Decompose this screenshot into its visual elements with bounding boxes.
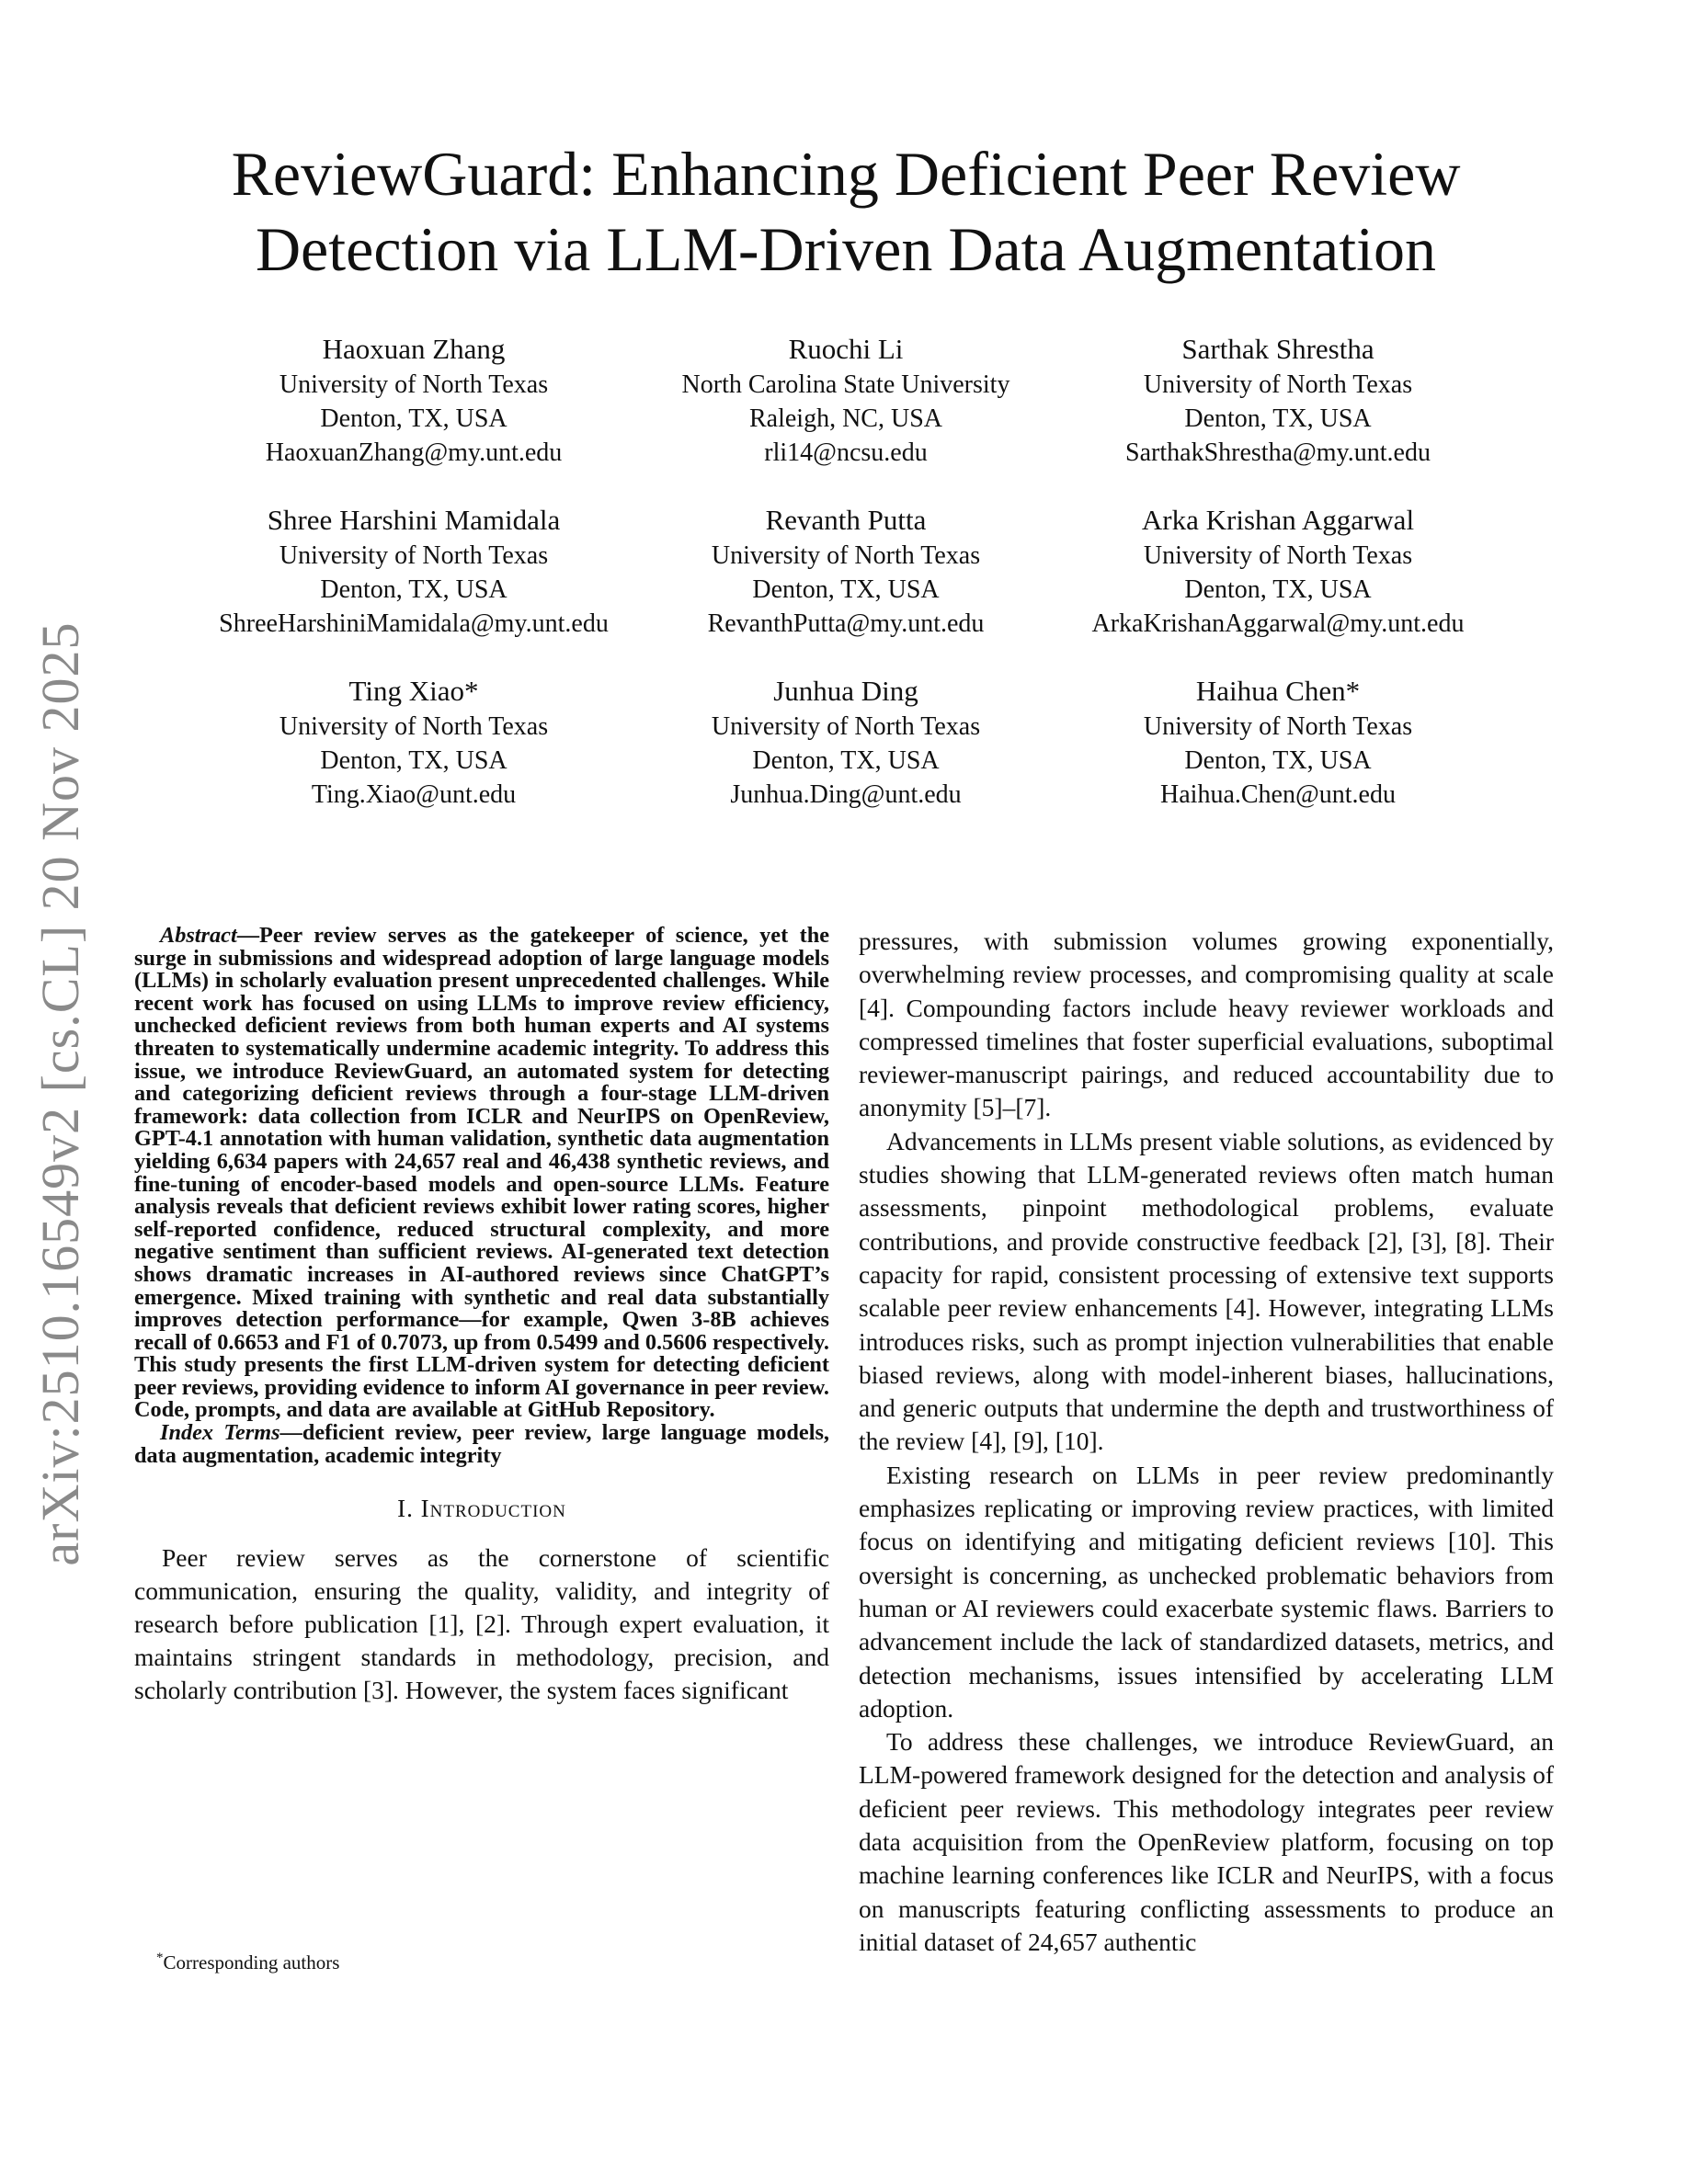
author-email: Junhua.Ding@unt.edu	[730, 780, 962, 809]
paragraph: Peer review serves as the cornerstone of scientific communication, ensuring the quality, validity, and integrity of research before publication [1], [2]. Through expert evaluation, it maintains stringent standards in methodology, precision, and scholarly contribution [3]. However, the system faces significant	[134, 1543, 829, 1705]
right-column	[859, 925, 1554, 1959]
author-affiliation: University of North Texas	[279, 712, 549, 741]
index-terms	[134, 1422, 829, 1467]
author-name: Sarthak Shrestha	[1181, 333, 1374, 365]
author-affiliation: North Carolina State University	[681, 370, 1010, 399]
abstract	[134, 925, 829, 1422]
author-email: RevanthPutta@my.unt.edu	[707, 609, 985, 638]
author-location: Denton, TX, USA	[1184, 746, 1372, 775]
author-location: Denton, TX, USA	[320, 575, 508, 604]
abstract-text: —Peer review serves as the gatekeeper of science, yet the surge in submissions and widespread adoption of large language models (LLMs) in scholarly evaluation present unprecedented challenges. While recent work has focused on using LLMs to improve review efficiency, unchecked deficient reviews from both human experts and AI systems threaten to systematically undermine academic integrity. To address this issue, we introduce ReviewGuard, an automated system for detecting and categorizing deficient reviews through a four-stage LLM-driven framework: data collection from ICLR and NeurIPS on OpenReview, GPT-4.1 annotation with human validation, synthetic data augmentation yielding 6,634 papers with 24,657 real and 46,438 synthetic reviews, and fine-tuning of encoder-based models and open-source LLMs. Feature analysis reveals that deficient reviews exhibit lower rating scores, higher self-reported confidence, reduced structural complexity, and more negative sentiment than sufficient reviews. AI-generated text detection shows dramatic increases in AI-authored reviews since ChatGPT’s emergence. Mixed training with synthetic and real data substantially improves detection performance—for example, Qwen 3-8B achieves recall of 0.6653 and F1 of 0.7073, up from 0.5499 and 0.5606 respectively. This study presents the first LLM-driven system for detecting deficient peer reviews, providing evidence to inform AI governance in peer review. Code, prompts, and data are available at GitHub Repository.	[134, 923, 829, 1423]
footnote	[156, 1951, 800, 1974]
author-name: Haoxuan Zhang	[322, 333, 506, 365]
author-email: HaoxuanZhang@my.unt.edu	[265, 438, 563, 467]
paragraph: Existing research on LLMs in peer review predominantly emphasizes replicating or improving review practices, with limited focus on identifying and mitigating deficient reviews [10]. This oversight is concerning, as unchecked problematic behaviors from human or AI reviewers could exacerbate systemic flaws. Barriers to advancement include the lack of standardized datasets, metrics, and detection mechanisms, issues intensified by accelerating LLM adoption.	[859, 1460, 1554, 1723]
author-affiliation: University of North Texas	[711, 541, 981, 570]
author-name: Junhua Ding	[773, 675, 918, 707]
author-name: Revanth Putta	[765, 504, 927, 536]
index-terms-text: —deficient review, peer review, large language models, data augmentation, academic integrity	[134, 1420, 829, 1468]
author-block	[1021, 331, 1535, 470]
section-title: Introduction	[420, 1495, 566, 1523]
index-terms-label: Index Terms	[160, 1420, 280, 1446]
author-affiliation: University of North Texas	[1143, 541, 1413, 570]
author-affiliation: University of North Texas	[711, 712, 981, 741]
author-name: Haihua Chen*	[1195, 675, 1361, 707]
left-column	[134, 925, 829, 1707]
author-email: Haihua.Chen@unt.edu	[1160, 780, 1396, 809]
author-name: Ting Xiao*	[348, 675, 479, 707]
author-location: Denton, TX, USA	[1184, 404, 1372, 433]
author-location: Denton, TX, USA	[752, 575, 940, 604]
arxiv-stamp: arXiv:2510.16549v2 [cs.CL] 20 Nov 2025	[30, 621, 90, 1566]
author-block	[1021, 502, 1535, 641]
author-affiliation: University of North Texas	[279, 370, 549, 399]
paper-title: ReviewGuard: Enhancing Deficient Peer Review Detection via LLM-Driven Data Augmentation	[231, 139, 1461, 284]
footnote-mark: *	[156, 1951, 164, 1965]
paragraph: Advancements in LLMs present viable solutions, as evidenced by studies showing that LLM-generated reviews often match human assessments, pinpoint methodological problems, evaluate contributions, and provide constructive feedback [2], [3], [8]. Their capacity for rapid, consistent processing of extensive text supports scalable peer review enhancements [4]. However, integrating LLMs introduces risks, such as prompt injection vulnerabilities that enable biased reviews, along with model-inherent biases, hallucinations, and generic outputs that undermine the depth and trustworthiness of the review [4], [9], [10].	[859, 1126, 1554, 1456]
author-location: Denton, TX, USA	[320, 404, 508, 433]
author-location: Denton, TX, USA	[752, 746, 940, 775]
author-location: Denton, TX, USA	[1184, 575, 1372, 604]
author-affiliation: University of North Texas	[279, 541, 549, 570]
footnote-text: Corresponding authors	[163, 1951, 340, 1974]
author-location: Denton, TX, USA	[320, 746, 508, 775]
section-number: I.	[397, 1495, 414, 1523]
paragraph: pressures, with submission volumes growing exponentially, overwhelming review processes, and compromising quality at scale [4]. Compounding factors include heavy reviewer workloads and compressed timelines that foster superficial evaluations, suboptimal reviewer-manuscript pairings, and reduced accountability due to anonymity [5]–[7].	[859, 927, 1554, 1122]
author-email: Ting.Xiao@unt.edu	[311, 780, 517, 809]
author-name: Ruochi Li	[788, 333, 904, 365]
author-affiliation: University of North Texas	[1143, 712, 1413, 741]
author-affiliation: University of North Texas	[1143, 370, 1413, 399]
abstract-label: Abstract	[160, 923, 237, 948]
author-location: Raleigh, NC, USA	[749, 404, 942, 433]
author-email: ArkaKrishanAggarwal@my.unt.edu	[1091, 609, 1465, 638]
section-heading	[134, 1495, 829, 1523]
author-email: rli14@ncsu.edu	[764, 438, 928, 467]
author-name: Shree Harshini Mamidala	[267, 504, 561, 536]
author-email: SarthakShrestha@my.unt.edu	[1125, 438, 1431, 467]
paragraph: To address these challenges, we introduce ReviewGuard, an LLM-powered framework designed for the detection and analysis of deficient peer reviews. This methodology integrates peer review data acquisition from the OpenReview platform, focusing on top machine learning conferences like ICLR and NeurIPS, with a focus on manuscripts featuring conflicting assessments to produce an initial dataset of 24,657 authentic	[859, 1727, 1554, 1956]
author-name: Arka Krishan Aggarwal	[1141, 504, 1415, 536]
author-email: ShreeHarshiniMamidala@my.unt.edu	[219, 609, 609, 638]
author-block	[1021, 673, 1535, 812]
